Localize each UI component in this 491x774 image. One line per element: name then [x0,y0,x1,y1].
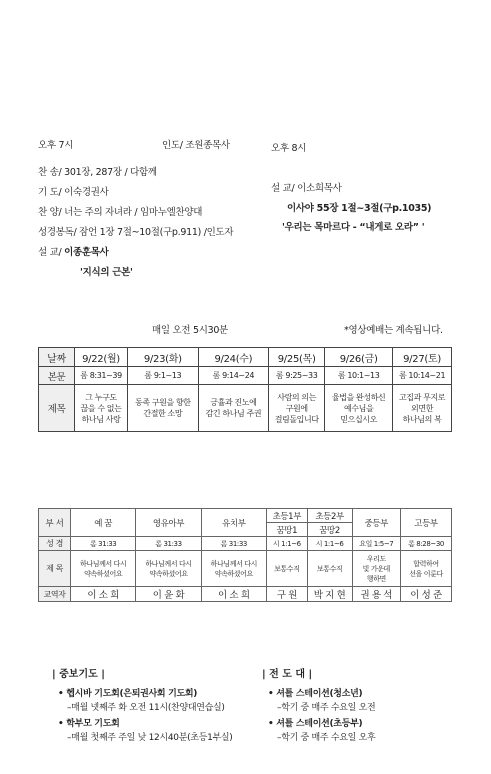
dawn-title: 그 누구도 끊을 수 없는 하나님 사랑 [75,385,128,432]
dept-name: 초등2부 [307,509,352,523]
dawn-text: 롬 8:31~39 [75,367,128,385]
dept-title: 하나님께서 다시 약속하셨어요 [201,551,266,587]
evangelism-heading: | 전 도 대 | [262,669,313,680]
row-label: 본문 [39,367,75,385]
order-value: 잠언 1장 7절~10절(구p.911) /인도자 [79,227,234,238]
row-label: 제목 [39,385,75,432]
dept-name: 고등부 [401,509,452,537]
order-label: 설 교/ [38,247,62,258]
dept-pastor: 구 원 [266,587,307,602]
dept-name: 중등부 [352,509,400,537]
dawn-text: 롬 9:25~33 [269,367,325,385]
table-row [39,385,452,432]
dawn-date: 9/23(화) [128,348,199,367]
table-row [39,367,452,385]
dept-pastor: 권 용 석 [352,587,400,602]
evangelism-item-title: • 셔틀 스테이션(청소년) [268,689,363,699]
dept-pastor: 이 소 희 [201,587,266,602]
dept-name: 영유아부 [136,509,201,537]
row-label: 제 목 [39,551,71,587]
dept-bible: 롬 31:33 [201,537,266,551]
dept-title: 합력하여 선을 이룬다 [401,551,452,587]
prayer-item-title: • 학부모 기도회 [58,719,120,729]
dawn-text: 롬 10:1~13 [325,367,393,385]
dept-bible: 롬 31:33 [136,537,201,551]
order-value: 301장, 287장 / 다함께 [64,167,157,178]
order-label: 찬 송/ [38,167,62,178]
dept-title: 하나님께서 다시 약속하셨어요 [136,551,201,587]
order-label: 찬 양/ [38,207,62,218]
prayer-item-detail: –매월 첫째주 주일 낮 12시40분(초등1부실) [67,733,233,743]
order-row-praise [38,204,202,218]
order-row-sermon [38,244,109,258]
dawn-date: 9/24(수) [198,348,269,367]
dawn-note: *영상예배는 계속됩니다. [344,325,443,336]
dawn-title: 고집과 무지로 외면한 하나님의 복 [393,385,452,432]
dept-sub: 꿈땅2 [307,523,352,537]
dawn-date: 9/25(목) [269,348,325,367]
education-table [38,508,452,602]
table-row [39,348,452,367]
dept-sub: 꿈땅1 [266,523,307,537]
prayer-item-title: • 헵시바 기도회(은퇴권사회 기도회) [58,689,198,699]
prayer-item-detail: –매월 넷째주 화 오전 11시(찬양대연습실) [67,703,225,713]
dawn-caption: 매일 오전 5시30분 [152,325,228,336]
dept-pastor: 이 소 희 [71,587,136,602]
dept-bible: 시 1:1~6 [266,537,307,551]
order-row-reading [38,224,233,238]
order-label: 설 교/ [271,183,295,194]
evening-time-right: 오후 8시 [271,143,307,154]
row-label: 성 경 [39,537,71,551]
dept-bible: 시 1:1~6 [307,537,352,551]
prayer-heading: | 중보기도 | [52,669,105,680]
order-value: 이숙경권사 [64,187,109,198]
dawn-title: 동족 구원을 향한 간절한 소망 [128,385,199,432]
dawn-title: 긍휼과 진노에 감긴 하나님 주권 [198,385,269,432]
row-label: 교역자 [39,587,71,602]
dept-pastor: 이 윤 화 [136,587,201,602]
order-row-sermon-right [271,180,342,194]
dept-bible: 롬 31:33 [71,537,136,551]
dawn-title: 율법을 완성하신 예수님을 믿으십시오 [325,385,393,432]
sermon-preacher: 이종훈목사 [64,247,109,258]
order-label: 기 도/ [38,187,62,198]
table-row [39,551,452,587]
order-row-prayer [38,184,109,198]
dept-bible: 롬 8:28~30 [401,537,452,551]
dept-name: 예 꿈 [71,509,136,537]
dawn-table [38,347,452,432]
evangelism-item-title: • 셔틀 스테이션(초등부) [268,719,363,729]
dawn-title: 사람의 의는 구원에 걸림돌입니다 [269,385,325,432]
sermon-title-right: '우리는 목마르다 - “내게로 오라” ' [282,222,425,233]
sermon-preacher-right: 이소희목사 [297,183,342,194]
dept-title: 하나님께서 다시 약속하셨어요 [71,551,136,587]
dawn-text: 롬 9:14~24 [198,367,269,385]
table-row [39,509,452,523]
dept-title: 우리도 빛 가운데 행하면 [352,551,400,587]
dept-bible: 요일 1:5~7 [352,537,400,551]
evening-time-left: 오후 7시 [38,140,74,151]
dept-title: 보통수직 [307,551,352,587]
evangelism-item-detail: –학기 중 매주 수요일 오후 [277,733,376,743]
dawn-date: 9/26(금) [325,348,393,367]
dawn-date: 9/22(월) [75,348,128,367]
order-row-hymn [38,164,157,178]
dept-name: 유치부 [201,509,266,537]
evangelism-item-detail: –학기 중 매주 수요일 오전 [277,703,376,713]
table-row [39,537,452,551]
sermon-title: '지식의 근본' [80,267,133,278]
evening-leader: 인도/ 조원종목사 [162,140,230,151]
dawn-text: 롬 9:1~13 [128,367,199,385]
dept-title: 보통수직 [266,551,307,587]
dawn-text: 롬 10:14~21 [393,367,452,385]
table-row [39,587,452,602]
order-label: 성경봉독/ [38,227,77,238]
dawn-date: 9/27(토) [393,348,452,367]
dept-pastor: 박 지 현 [307,587,352,602]
sermon-scripture-right: 이사야 55장 1절~3절(구p.1035) [287,203,432,214]
dept-pastor: 이 성 준 [401,587,452,602]
row-label: 부 서 [39,509,71,537]
order-value: 너는 주의 자녀라 / 임마누엘찬양대 [64,207,203,218]
row-label: 날짜 [39,348,75,367]
dept-name: 초등1부 [266,509,307,523]
